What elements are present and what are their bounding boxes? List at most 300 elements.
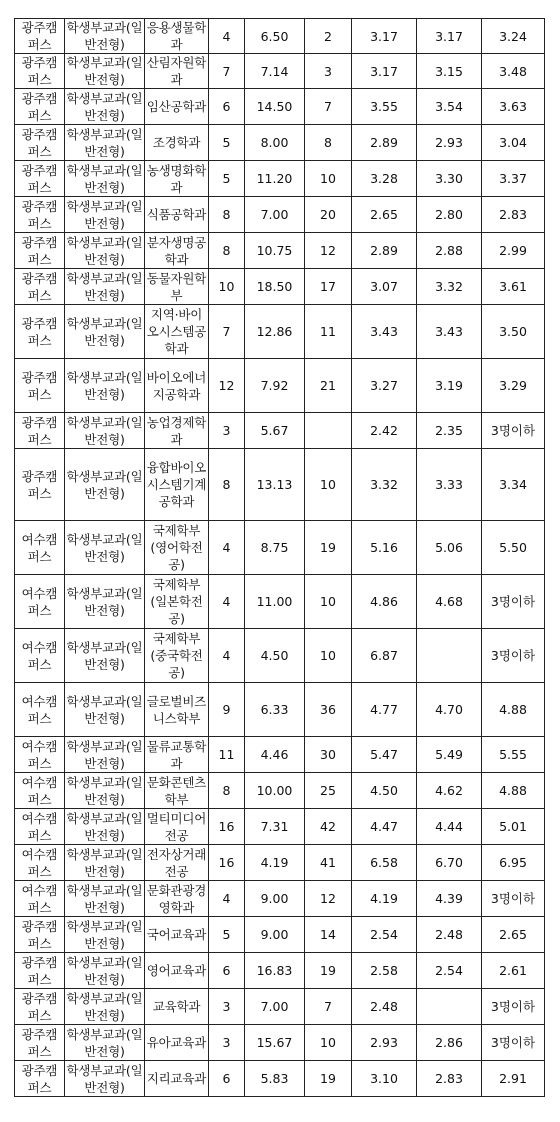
grade-cut-text: 3명이하: [490, 999, 536, 1014]
admission-type-cell: [65, 305, 145, 359]
campus-cell: [15, 161, 65, 197]
campus-text: 여수캠퍼스: [21, 585, 58, 618]
table-row: [15, 629, 545, 683]
admission-type-cell: [65, 917, 145, 953]
quota-cell: [209, 125, 245, 161]
department-text: 유아교육과: [146, 1035, 207, 1050]
competition-rate-text: 8.00: [260, 135, 289, 150]
additional-pass-cell: [305, 989, 352, 1025]
admission-type-cell: [65, 197, 145, 233]
additional-pass-text: 12: [320, 243, 336, 258]
admission-type-cell: [65, 773, 145, 809]
grade-mid-text: 2.88: [435, 243, 463, 258]
quota-text: 16: [218, 855, 235, 870]
grade-avg-text: 3.27: [370, 378, 398, 393]
grade-avg-cell: [352, 19, 417, 54]
quota-cell: [209, 845, 245, 881]
additional-pass-cell: [305, 845, 352, 881]
department-cell: [145, 683, 209, 737]
grade-cut-cell: [482, 19, 545, 54]
grade-mid-cell: [417, 413, 482, 449]
campus-text: 여수캠퍼스: [21, 693, 58, 726]
additional-pass-text: 17: [320, 279, 336, 294]
grade-cut-cell: [482, 773, 545, 809]
quota-cell: [209, 305, 245, 359]
campus-text: 광주캠퍼스: [21, 990, 58, 1023]
additional-pass-text: 12: [320, 891, 336, 906]
grade-avg-text: 2.93: [370, 1035, 398, 1050]
quota-text: 3: [222, 1035, 231, 1050]
grade-mid-cell: [417, 953, 482, 989]
campus-text: 광주캠퍼스: [21, 126, 58, 159]
grade-cut-cell: [482, 629, 545, 683]
quota-cell: [209, 54, 245, 89]
grade-mid-cell: [417, 881, 482, 917]
grade-cut-text: 2.61: [499, 963, 527, 978]
quota-text: 4: [222, 540, 231, 555]
grade-mid-cell: [417, 449, 482, 521]
campus-text: 광주캠퍼스: [21, 315, 58, 348]
admission-type-text: 학생부교과(일반전형): [66, 918, 143, 951]
quota-cell: [209, 737, 245, 773]
additional-pass-text: 19: [320, 1071, 336, 1086]
grade-cut-cell: [482, 881, 545, 917]
grade-cut-text: 3.37: [499, 171, 527, 186]
quota-text: 8: [222, 783, 231, 798]
table-row: [15, 305, 545, 359]
quota-cell: [209, 1025, 245, 1061]
grade-mid-cell: [417, 359, 482, 413]
campus-text: 광주캠퍼스: [21, 369, 58, 402]
grade-mid-cell: [417, 1061, 482, 1097]
grade-mid-cell: [417, 89, 482, 125]
grade-cut-text: 3.50: [499, 324, 527, 339]
quota-text: 4: [222, 28, 231, 44]
grade-avg-text: 2.54: [370, 927, 398, 942]
admission-type-text: 학생부교과(일반전형): [66, 846, 143, 879]
campus-cell: [15, 953, 65, 989]
grade-mid-text: 3.17: [435, 28, 463, 44]
competition-rate-cell: [245, 1025, 305, 1061]
competition-rate-text: 8.75: [260, 540, 289, 555]
additional-pass-text: 10: [320, 594, 336, 609]
department-cell: [145, 809, 209, 845]
additional-pass-text: 8: [324, 135, 332, 150]
additional-pass-cell: [305, 54, 352, 89]
admission-type-text: 학생부교과(일반전형): [66, 531, 143, 564]
grade-cut-text: 5.50: [499, 540, 527, 555]
admission-type-cell: [65, 737, 145, 773]
grade-mid-text: 3.15: [435, 63, 463, 79]
admission-type-text: 학생부교과(일반전형): [66, 990, 143, 1023]
table-row: [15, 521, 545, 575]
competition-rate-text: 4.46: [260, 747, 289, 762]
additional-pass-text: 14: [320, 927, 336, 942]
grade-mid-text: 4.68: [435, 594, 463, 609]
grade-mid-cell: [417, 521, 482, 575]
grade-mid-text: 2.93: [435, 135, 463, 150]
department-cell: [145, 449, 209, 521]
quota-cell: [209, 19, 245, 54]
grade-cut-text: 3.48: [499, 63, 527, 79]
admission-type-cell: [65, 809, 145, 845]
grade-avg-text: 3.07: [370, 279, 398, 294]
quota-cell: [209, 233, 245, 269]
competition-rate-cell: [245, 269, 305, 305]
admission-type-cell: [65, 521, 145, 575]
grade-mid-text: 2.35: [435, 423, 463, 438]
department-cell: [145, 19, 209, 54]
admission-type-text: 학생부교과(일반전형): [66, 234, 143, 267]
grade-avg-cell: [352, 197, 417, 233]
grade-cut-text: 5.55: [499, 747, 527, 762]
additional-pass-cell: [305, 737, 352, 773]
additional-pass-cell: [305, 575, 352, 629]
additional-pass-cell: [305, 305, 352, 359]
grade-avg-text: 3.17: [370, 28, 398, 44]
competition-rate-text: 6.33: [260, 702, 289, 717]
grade-mid-text: 3.30: [435, 171, 463, 186]
admission-type-cell: [65, 989, 145, 1025]
additional-pass-cell: [305, 629, 352, 683]
table-row: [15, 683, 545, 737]
admission-type-cell: [65, 683, 145, 737]
additional-pass-text: 41: [320, 855, 336, 870]
grade-cut-text: 3.29: [499, 378, 527, 393]
grade-cut-text: 3.34: [499, 477, 527, 492]
competition-rate-text: 10.75: [256, 243, 293, 258]
table-row: [15, 269, 545, 305]
additional-pass-text: 2: [324, 28, 332, 44]
competition-rate-cell: [245, 845, 305, 881]
table-row: [15, 54, 545, 89]
competition-rate-text: 11.00: [256, 594, 293, 609]
department-text: 문화관광경영학과: [146, 882, 207, 915]
grade-avg-cell: [352, 953, 417, 989]
quota-text: 5: [222, 171, 231, 186]
grade-cut-text: 3.24: [499, 28, 527, 44]
additional-pass-cell: [305, 449, 352, 521]
additional-pass-cell: [305, 19, 352, 54]
grade-mid-text: 3.19: [435, 378, 463, 393]
additional-pass-text: 10: [320, 648, 336, 663]
campus-text: 여수캠퍼스: [21, 846, 58, 879]
table-row: [15, 89, 545, 125]
quota-cell: [209, 629, 245, 683]
department-cell: [145, 233, 209, 269]
grade-cut-text: 3명이하: [490, 1035, 536, 1050]
admission-type-cell: [65, 575, 145, 629]
additional-pass-text: 10: [320, 1035, 336, 1050]
table-row: [15, 125, 545, 161]
grade-avg-text: 2.42: [370, 423, 398, 438]
additional-pass-text: 19: [320, 540, 336, 555]
admission-type-text: 학생부교과(일반전형): [66, 882, 143, 915]
department-text: 농생명화학과: [146, 162, 207, 195]
competition-rate-cell: [245, 575, 305, 629]
additional-pass-text: 19: [320, 963, 336, 978]
table-row: [15, 989, 545, 1025]
grade-avg-cell: [352, 161, 417, 197]
department-text: 농업경제학과: [146, 414, 207, 447]
grade-avg-cell: [352, 1025, 417, 1061]
department-text: 국어교육과: [146, 927, 207, 942]
admission-type-cell: [65, 269, 145, 305]
admission-type-text: 학생부교과(일반전형): [66, 1062, 143, 1095]
quota-text: 8: [222, 207, 231, 222]
department-cell: [145, 989, 209, 1025]
quota-text: 6: [222, 963, 231, 978]
grade-avg-text: 5.16: [370, 540, 398, 555]
department-cell: [145, 575, 209, 629]
table-row: [15, 953, 545, 989]
grade-cut-cell: [482, 197, 545, 233]
campus-text: 여수캠퍼스: [21, 882, 58, 915]
admissions-results-table: [14, 18, 545, 1097]
grade-avg-cell: [352, 449, 417, 521]
grade-mid-text: 2.86: [435, 1035, 463, 1050]
campus-cell: [15, 917, 65, 953]
grade-mid-cell: [417, 125, 482, 161]
admission-type-cell: [65, 89, 145, 125]
department-text: 동물자원학부: [146, 270, 207, 303]
admission-type-text: 학생부교과(일반전형): [66, 20, 143, 52]
campus-cell: [15, 989, 65, 1025]
grade-mid-text: 4.39: [435, 891, 463, 906]
grade-mid-cell: [417, 737, 482, 773]
additional-pass-text: 11: [320, 324, 336, 339]
additional-pass-text: 30: [320, 747, 336, 762]
table-row: [15, 233, 545, 269]
department-text: 식품공학과: [146, 207, 207, 222]
competition-rate-text: 7.92: [260, 378, 289, 393]
quota-text: 3: [222, 423, 231, 438]
campus-cell: [15, 1025, 65, 1061]
grade-avg-text: 4.86: [370, 594, 398, 609]
grade-cut-cell: [482, 233, 545, 269]
grade-mid-cell: [417, 629, 482, 683]
grade-avg-text: 3.43: [370, 324, 398, 339]
table-row: [15, 19, 545, 54]
department-text: 멀티미디어전공: [146, 810, 207, 843]
department-cell: [145, 953, 209, 989]
grade-cut-text: 4.88: [499, 783, 527, 798]
quota-text: 3: [222, 999, 231, 1014]
campus-cell: [15, 89, 65, 125]
campus-text: 광주캠퍼스: [21, 198, 58, 231]
campus-cell: [15, 629, 65, 683]
quota-cell: [209, 413, 245, 449]
admission-type-cell: [65, 161, 145, 197]
department-text: 물류교통학과: [146, 738, 207, 771]
competition-rate-cell: [245, 917, 305, 953]
campus-text: 여수캠퍼스: [21, 738, 58, 771]
grade-cut-cell: [482, 449, 545, 521]
competition-rate-cell: [245, 737, 305, 773]
quota-cell: [209, 683, 245, 737]
quota-text: 6: [222, 99, 231, 114]
admission-type-cell: [65, 19, 145, 54]
quota-text: 7: [222, 324, 231, 339]
grade-avg-cell: [352, 125, 417, 161]
grade-avg-cell: [352, 989, 417, 1025]
grade-cut-text: 3.04: [499, 135, 527, 150]
department-cell: [145, 1025, 209, 1061]
grade-avg-text: 4.19: [370, 891, 398, 906]
competition-rate-text: 9.00: [260, 891, 289, 906]
additional-pass-text: 20: [320, 207, 336, 222]
additional-pass-text: 3: [324, 63, 332, 79]
admission-type-cell: [65, 54, 145, 89]
grade-mid-cell: [417, 1025, 482, 1061]
campus-text: 광주캠퍼스: [21, 414, 58, 447]
grade-avg-cell: [352, 269, 417, 305]
grade-avg-text: 3.28: [370, 171, 398, 186]
table-row: [15, 773, 545, 809]
campus-cell: [15, 413, 65, 449]
additional-pass-cell: [305, 125, 352, 161]
grade-cut-cell: [482, 845, 545, 881]
quota-text: 7: [222, 63, 231, 79]
additional-pass-text: 10: [320, 171, 336, 186]
department-text: 지리교육과: [146, 1071, 207, 1086]
grade-mid-text: 2.48: [435, 927, 463, 942]
competition-rate-cell: [245, 359, 305, 413]
campus-cell: [15, 1061, 65, 1097]
quota-text: 4: [222, 648, 231, 663]
competition-rate-text: 6.50: [260, 28, 289, 44]
quota-cell: [209, 359, 245, 413]
department-text: 임산공학과: [146, 99, 207, 114]
quota-cell: [209, 575, 245, 629]
department-text: 바이오에너지공학과: [146, 369, 207, 402]
campus-text: 여수캠퍼스: [21, 531, 58, 564]
campus-text: 광주캠퍼스: [21, 918, 58, 951]
department-cell: [145, 89, 209, 125]
competition-rate-text: 7.14: [260, 63, 289, 79]
grade-mid-cell: [417, 233, 482, 269]
additional-pass-text: 25: [320, 783, 336, 798]
competition-rate-cell: [245, 197, 305, 233]
competition-rate-text: 13.13: [256, 477, 293, 492]
department-cell: [145, 161, 209, 197]
grade-cut-cell: [482, 917, 545, 953]
grade-cut-text: 3명이하: [490, 648, 536, 663]
admission-type-text: 학생부교과(일반전형): [66, 270, 143, 303]
grade-avg-cell: [352, 629, 417, 683]
grade-mid-cell: [417, 683, 482, 737]
admission-type-text: 학생부교과(일반전형): [66, 639, 143, 672]
competition-rate-cell: [245, 881, 305, 917]
additional-pass-text: 42: [320, 819, 336, 834]
grade-mid-text: 3.54: [435, 99, 463, 114]
quota-cell: [209, 197, 245, 233]
admission-type-cell: [65, 449, 145, 521]
department-cell: [145, 1061, 209, 1097]
quota-text: 11: [218, 747, 235, 762]
department-text: 영어교육과: [146, 963, 207, 978]
grade-mid-text: 3.33: [435, 477, 463, 492]
grade-cut-cell: [482, 521, 545, 575]
additional-pass-cell: [305, 413, 352, 449]
grade-avg-cell: [352, 809, 417, 845]
competition-rate-cell: [245, 989, 305, 1025]
grade-cut-cell: [482, 125, 545, 161]
table-row: [15, 845, 545, 881]
admission-type-cell: [65, 413, 145, 449]
admission-type-cell: [65, 1061, 145, 1097]
grade-avg-text: 5.47: [370, 747, 398, 762]
admission-type-cell: [65, 233, 145, 269]
grade-mid-text: 6.70: [435, 855, 463, 870]
grade-mid-cell: [417, 19, 482, 54]
campus-cell: [15, 881, 65, 917]
grade-mid-cell: [417, 197, 482, 233]
competition-rate-text: 5.83: [260, 1071, 289, 1086]
department-cell: [145, 413, 209, 449]
additional-pass-cell: [305, 197, 352, 233]
grade-avg-cell: [352, 359, 417, 413]
campus-cell: [15, 197, 65, 233]
quota-text: 12: [218, 378, 235, 393]
grade-cut-cell: [482, 89, 545, 125]
grade-mid-cell: [417, 809, 482, 845]
quota-text: 6: [222, 1071, 231, 1086]
competition-rate-cell: [245, 89, 305, 125]
grade-avg-text: 4.77: [370, 702, 398, 717]
additional-pass-cell: [305, 773, 352, 809]
campus-cell: [15, 54, 65, 89]
admission-type-text: 학생부교과(일반전형): [66, 315, 143, 348]
grade-avg-cell: [352, 575, 417, 629]
grade-mid-text: 3.32: [435, 279, 463, 294]
competition-rate-cell: [245, 809, 305, 845]
department-text: 조경학과: [152, 135, 201, 150]
admission-type-text: 학생부교과(일반전형): [66, 1026, 143, 1059]
campus-text: 광주캠퍼스: [21, 270, 58, 303]
admission-type-text: 학생부교과(일반전형): [66, 162, 143, 195]
department-cell: [145, 305, 209, 359]
competition-rate-text: 9.00: [260, 927, 289, 942]
competition-rate-cell: [245, 1061, 305, 1097]
grade-cut-cell: [482, 1061, 545, 1097]
campus-cell: [15, 773, 65, 809]
quota-cell: [209, 449, 245, 521]
quota-cell: [209, 773, 245, 809]
campus-cell: [15, 233, 65, 269]
grade-cut-cell: [482, 809, 545, 845]
additional-pass-cell: [305, 809, 352, 845]
grade-mid-cell: [417, 575, 482, 629]
quota-cell: [209, 521, 245, 575]
quota-cell: [209, 161, 245, 197]
additional-pass-cell: [305, 359, 352, 413]
campus-cell: [15, 19, 65, 54]
table-row: [15, 1061, 545, 1097]
additional-pass-cell: [305, 1061, 352, 1097]
grade-avg-cell: [352, 54, 417, 89]
grade-cut-cell: [482, 161, 545, 197]
campus-text: 광주캠퍼스: [21, 20, 58, 52]
admission-type-text: 학생부교과(일반전형): [66, 126, 143, 159]
quota-text: 4: [222, 891, 231, 906]
additional-pass-cell: [305, 89, 352, 125]
admission-type-cell: [65, 1025, 145, 1061]
campus-text: 광주캠퍼스: [21, 954, 58, 987]
additional-pass-cell: [305, 521, 352, 575]
admission-type-cell: [65, 359, 145, 413]
quota-text: 10: [218, 279, 235, 294]
